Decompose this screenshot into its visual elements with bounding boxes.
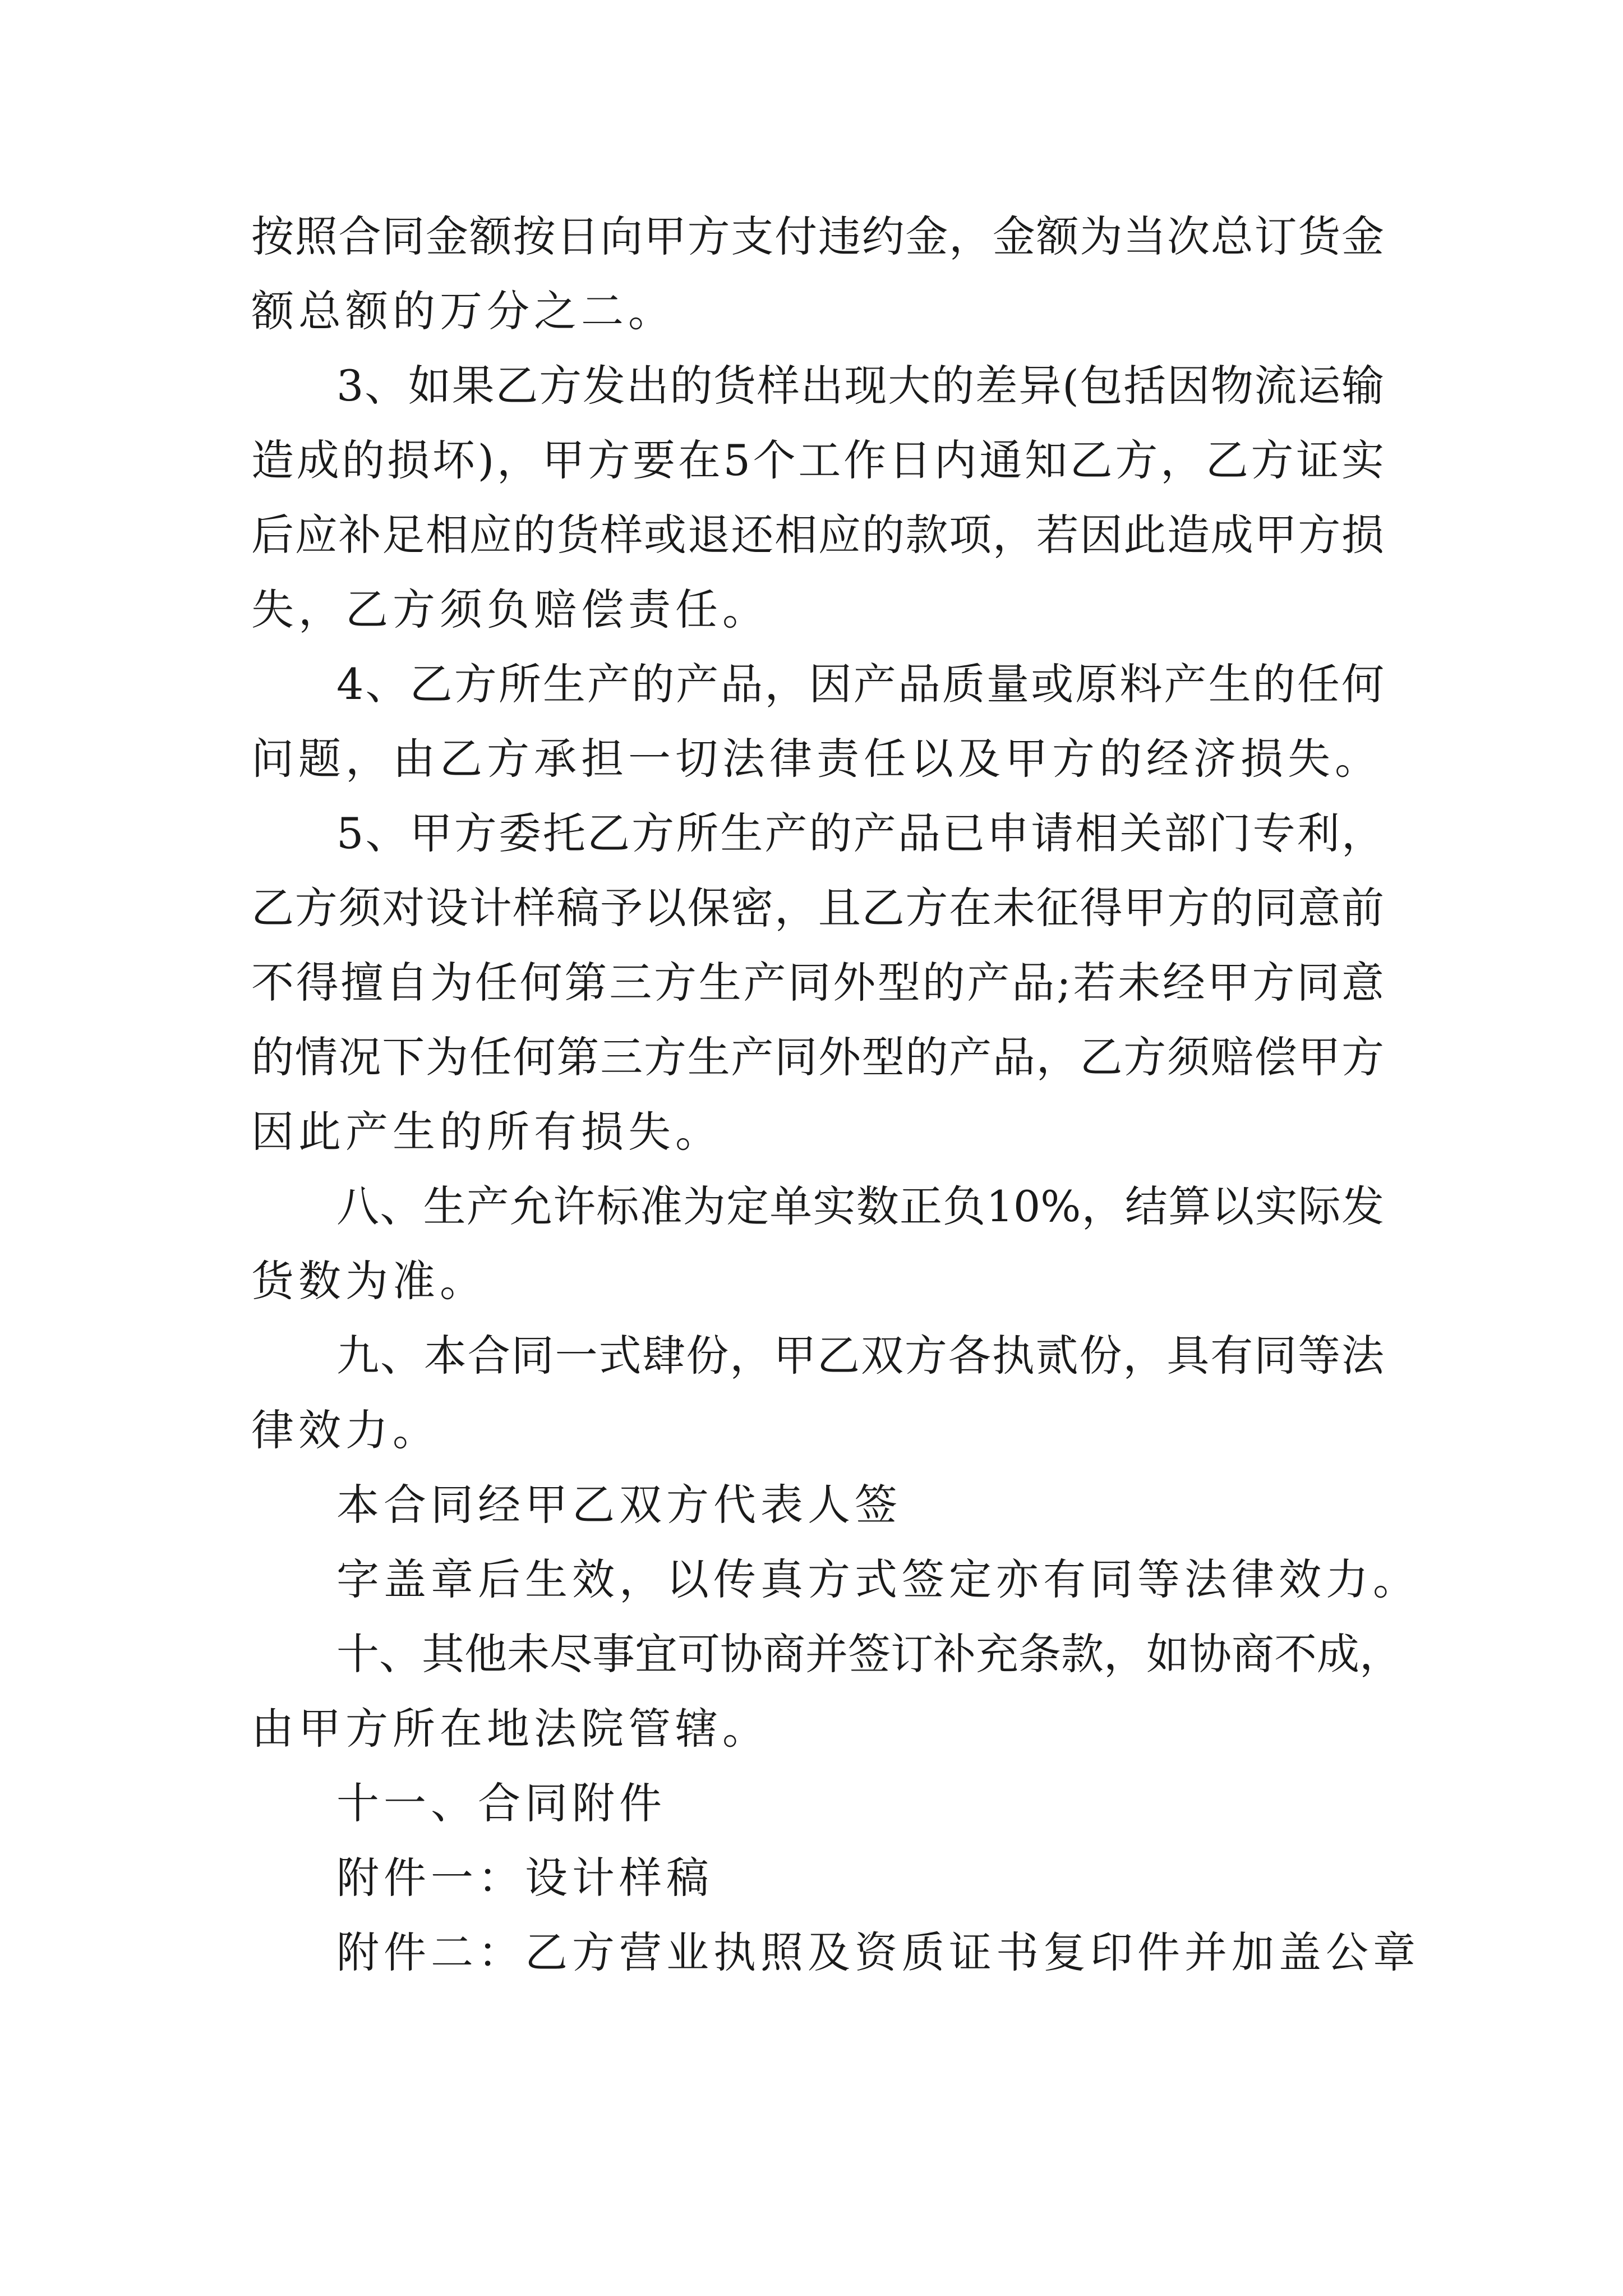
text-line: 的情况下为任何第三方生产同外型的产品，乙方须赔偿甲方 xyxy=(251,1032,1384,1082)
text-line: 后应补足相应的货样或退还相应的款项，若因此造成甲方损 xyxy=(251,510,1384,560)
signature-clause-line: 字盖章后生效，以传真方式签定亦有同等法律效力。 xyxy=(336,1554,1420,1604)
clause-3-line: 3、如果乙方发出的货样出现大的差异(包括因物流运输 xyxy=(336,361,1384,411)
text-line: 因此产生的所有损失。 xyxy=(251,1107,722,1157)
text-line: 货数为准。 xyxy=(251,1256,487,1306)
signature-clause-line: 本合同经甲乙双方代表人签 xyxy=(336,1480,902,1530)
text-line: 乙方须对设计样稿予以保密，且乙方在未征得甲方的同意前 xyxy=(251,883,1384,933)
text-line: 不得擅自为任何第三方生产同外型的产品;若未经甲方同意 xyxy=(251,958,1384,1007)
attachment-1-line: 附件一：设计样稿 xyxy=(336,1853,713,1903)
section-11-heading: 十一、合同附件 xyxy=(336,1778,666,1828)
section-9-line: 九、本合同一式肆份，甲乙双方各执贰份，具有同等法 xyxy=(336,1331,1384,1381)
text-line: 造成的损坏)，甲方要在5个工作日内通知乙方，乙方证实 xyxy=(251,435,1384,485)
text-line: 律效力。 xyxy=(251,1405,440,1455)
clause-4-line: 4、乙方所生产的产品，因产品质量或原料产生的任何 xyxy=(336,659,1384,709)
contract-body-text xyxy=(251,199,1420,1990)
attachment-2-line: 附件二：乙方营业执照及资质证书复印件并加盖公章 xyxy=(336,1927,1420,1977)
clause-5-line: 5、甲方委托乙方所生产的产品已申请相关部门专利， xyxy=(336,808,1384,858)
text-line: 问题，由乙方承担一切法律责任以及甲方的经济损失。 xyxy=(251,734,1382,784)
text-line: 失，乙方须负赔偿责任。 xyxy=(251,585,769,634)
text-line: 由甲方所在地法院管辖。 xyxy=(251,1704,769,1754)
section-10-line: 十、其他未尽事宜可协商并签订补充条款，如协商不成， xyxy=(336,1629,1402,1679)
text-line: 按照合同金额按日向甲方支付违约金，金额为当次总订货金 xyxy=(251,211,1384,261)
text-line: 额总额的万分之二。 xyxy=(251,286,675,336)
section-8-line: 八、生产允许标准为定单实数正负10%，结算以实际发 xyxy=(336,1181,1384,1231)
